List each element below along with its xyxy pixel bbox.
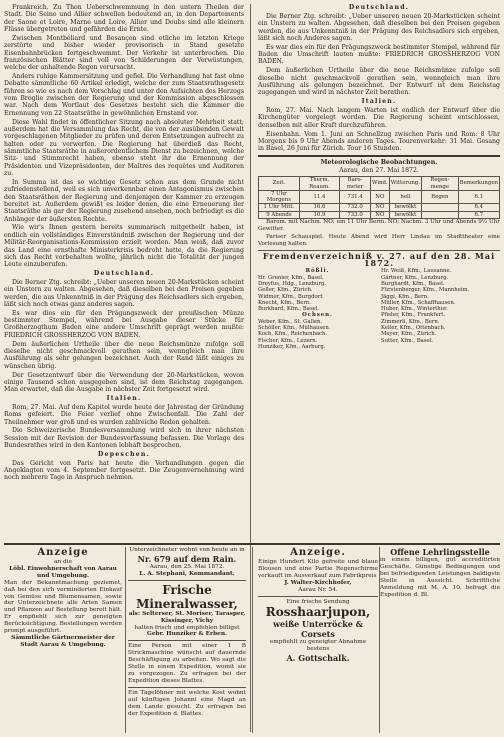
guest-list-subheading: Ochsen. [302, 312, 333, 319]
ad-gottschalk-sign: A. Gottschalk. [286, 653, 350, 664]
ad-gardeners-text: Man der Bekanntmachung geziemet, daß bei den sich verminderten Einkauf von Gemüse und Blumensamen, sowie der Unterzeichnete alle Arten Samen und Pflanzen auf Bestellung bereit hält. Er empfiehlt sich zur geneigten Berücksichtigung. Bestellungen werden prompt ausgeführt. [4, 579, 122, 635]
guest-entry: Pfister, Kfm., Frankfurt. [381, 312, 446, 319]
weather-note: Barom. mit Nachm. NO; um 11 Uhr Berm. NO; Nachm. 3 Uhr und Abends 9½ Uhr Gewitter. [258, 219, 500, 232]
weather-row [259, 190, 500, 204]
frankreich-paragraph-4: Diese Wahl findet in öffentlicher Sitzung nach absoluter Mehrheit statt; außerdem hat die Versammlung das Recht, die von der ausübenden Gewalt vorgeschlagenen Mitglieder zu prüfen und deren Entsetzungen aufrecht zu halten oder zu verwerfen. Die Regierung hat überdieß das Recht, sämmtliche Staatsräthe in außerordentlichem Dienst zu bezeichnen, welche Sitz- und Stimmrecht haben, ebenso steht ihr die Ernennung der Präsidenten und Vizepräsidenten, der Maîtres des requêtes und Auditoren zu. [4, 118, 244, 178]
weather-cell: NO [370, 190, 389, 204]
frankreich-paragraph-1: Frankreich. Zu Thon Ueberschwemmung in den untern Theilen der Stadt. Die Seine und Allier schwellen bedeutend an, in den Departements der Saone et Loire, Marne und Loire, Allier und Doubs sind alle kleinern Flüsse übergetreten und gefährden die Ernte. [4, 4, 244, 34]
weather-rule [258, 155, 500, 157]
weather-cell: 733.0 [340, 211, 371, 218]
weather-cell [422, 211, 459, 218]
ad-stephani-name: L. A. Stephani, Kommandant. [139, 570, 235, 577]
guest-entry: Burkhard, Kfm., Basel. [258, 306, 320, 313]
ad-apprentice-title: Offene Lehrlingsstelle [390, 547, 490, 557]
ad-rule-h [258, 596, 378, 597]
weather-header-cell: Therm. Reaum. [299, 177, 339, 191]
deutschland-paragraph-4: Der Gesetzentwurf über die Verwendung der 20-Markstücken, wovon einige Tausend schon ausgegeben sind, ist dem Reichstag zugegangen. Man erwartet, daß die Ausgabe in nächster Zeit fortgesetzt wird. [4, 371, 244, 394]
italien-paragraph: Rom, 27. Mai. Auf dem Kapitol wurde heute der Jahrestag der Gründung Roms gefeiert. Die Feier verlief ohne Zwischenfall. Die Zahl der Theilnehmer war groß und es wurden zahlreiche Reden gehalten. [4, 403, 244, 426]
guest-entry: Müller, Kfm., Schaffhausen. [381, 299, 456, 306]
guest-entry: Zimmerli, Kfm., Bern. [381, 318, 440, 325]
guest-entry: Hr. Grenier, Kfm., Basel. [258, 274, 324, 281]
guest-entry: Dreyfus, Hdg., Lenzburg. [258, 280, 327, 287]
ad-gardeners-title: Anzeige [37, 547, 89, 558]
weather-title: Meteorologische Beobachtungen. [320, 158, 438, 166]
ad-mineral-firm: Gebr. Hunziker & Erben. [146, 631, 228, 638]
weather-cell: 731.4 [340, 190, 371, 204]
dispatch-heading: Depeschen. [98, 450, 150, 458]
weather-cell: 6.1 [458, 190, 499, 204]
weather-cell: Regen [422, 190, 459, 204]
deutschland-text-3: Dem äußerlichen Urtheile über die neue Reichsmünze zufolge soll dieselbe nicht geschmackvoll gerathen sein, wenngleich man ihre Ausführung als gelungen bezeichnet. Der Entwurf ist dem Reichstag zugegangen und wird in nächster Zeit berathen. [258, 67, 500, 97]
guest-entry: Hr. Weiß, Kfm., Lausanne. [381, 268, 452, 275]
guest-entry: Meyer, Kfm., Zürich. [381, 331, 437, 338]
weather-cell: bewölkt [389, 211, 421, 218]
ad-rule-h [128, 640, 246, 641]
guest-list-subheading: Rößli. [305, 268, 330, 275]
weather-header-row [259, 177, 500, 191]
ad-gottschalk-sub-2: empfiehlt zu geneigter Abnahme bestens [269, 639, 367, 653]
ad-gardeners-sub: an die [53, 559, 73, 565]
ad-apprentice-text: in einem billigen, gut accreditirten Geschäfte. Günstige Bedingungen und bei befriedigenden Leistungen baldigste Stelle in Aussicht. Schriftliche Anmeldung mit M. A. 10. befragt die Expedition d. Bl. [380, 557, 500, 598]
ad-stephani-number: Nr. 679 auf dem Rain. [137, 553, 237, 564]
weather-table [258, 176, 500, 219]
weather-cell: 9 Abends [259, 211, 300, 218]
deutschland-paragraph-2: Es war dies ein für den Prägungszweck der preußischen Münze bestimmter Stempel, während bei Ausgabe dieser Stücke für Großherzogthum Baden eine andere Umschrift geprägt werden mußte: FRIEDRICH GROSSHERZOG VON BADEN. [4, 309, 244, 339]
guest-entry: Sutter, Kfm., Basel. [381, 337, 434, 344]
left-column [4, 4, 244, 483]
guest-entry: Gärtner, Kfm., Lenzburg. [381, 274, 449, 281]
ad-gardeners-sign-2: Stadt Aarau & Umgebung. [20, 641, 106, 648]
weather-row [259, 204, 500, 211]
frankreich-paragraph-5: In Summa ist das so wichtige Gesetz schon aus dem Grunde nicht zufriedenstellend, weil es sich unverkennbar einen Antagonismus zwischen den Staatsräthen der Regierung und denjenigen der Kammer zu erzeugen bereitet ist. Außerdem gewißt es leider denen, die eine Erneuerung der Staatsräthe als gar der Regierung zusehend ansehen, noch befriedigt es die Anhänger der äußersten Rechte. [4, 178, 244, 223]
dispatch-paragraph: Das Gericht von Paris hat heute die Verhandlungen gegen die Angeklagten vom 4. September fortgesetzt. Die Zeugenvernehmung wird noch mehrere Tage in Anspruch nehmen. [4, 459, 244, 482]
deutschland-text-2: Es war dies ein für den Prägungszweck bestimmter Stempel, während für Baden die Umschrift lauten mußte: FRIEDRICH GROSSHERZOG VON BADEN. [258, 43, 500, 66]
guest-entry: Schöller, Kfm., Mülhausen. [258, 325, 331, 332]
weather-cell: 6.7 [458, 211, 499, 218]
guest-entry: Weber, Kfm., St. Gallen. [258, 318, 323, 325]
ad-walter-title: Anzeige. [290, 547, 346, 558]
ad-divider [125, 547, 126, 733]
guest-entry: Keller, Kfm., Ottenbach. [381, 325, 446, 332]
guest-list-column-1 [258, 268, 377, 350]
weather-row [259, 211, 500, 218]
ad-knitting-text: Eine Person mit einer 1 B Strickmaschine wünscht auf dauernde Beschäftigung zu arbeiten. Wo sagt die Stelle in einem Expedition, womit sie zu vorgezogen. Zu erfragen bei der Expedition dieses Blattes. [128, 643, 246, 684]
guest-entry: Widmer, Kfm., Burgdorf. [258, 293, 324, 300]
ad-gottschalk-big-2: weiße Unterröcke & Corsets [273, 619, 363, 640]
deutschland-paragraph-3: Dem äußerlichen Urtheile über die neue Reichsmünze zufolge soll dieselbe nicht geschmackvoll gerathen sein, wenngleich man ihre Ausführung als sehr gelungen bezeichnet. Auch der Rand läßt einiges zu wünschen übrig. [4, 340, 244, 370]
ad-rule-h [128, 580, 246, 581]
ad-gottschalk-big: Rosshaarjupon, [265, 605, 371, 620]
schweiz-paragraph: Die Schweizerische Bundesversammlung wird sich in ihrer nächsten Session mit der Revision der Bundesverfassung befassen. Die Vorlage des Bundesrathes wird in den Kantonen lebhaft besprochen. [4, 427, 244, 450]
frankreich-paragraph-6: Wie wir's Ihnen gestern bereits summarisch mitgetheilt haben, ist endlich ein vollständiges Einverständniß zwischen der Regierung und der Militär-Reorganisations-Kommission erzielt worden. Man weiß, daß zuvor das Land eine ernsthafte Ministerkrisis bedroht hatte, da die Regierung sich das Recht vorbehalten wollte, jährlich nicht die Totalität der jungen Leute einzuberufen. [4, 224, 244, 269]
ad-apprentice [380, 547, 500, 598]
weather-cell: NO [370, 211, 389, 218]
guest-entry: Burghardt, Kfm., Basel. [381, 280, 445, 287]
guest-entry: Koch, Kfm., Reichenbach. [258, 331, 328, 338]
ad-stephani-top: Unterzeichneter wohnt von heute an in [129, 547, 245, 553]
weather-cell [422, 204, 459, 211]
ad-walter-firm: J. Walter-Kirchhofer, [284, 579, 352, 586]
ad-walter [258, 547, 378, 663]
ad-gardeners-line-1: Löbl. Einwohnerschaft von Aarau [9, 565, 117, 572]
ad-gottschalk-sub: Eine frische Sendung [286, 598, 350, 605]
weather-cell: 7 Uhr Morgens [259, 190, 300, 204]
theatre-note: Pariser Schauspiel. Heute Abend wird Herr Lindau im Stadttheater eine Vorlesung halten. [258, 234, 500, 247]
weather-cell: 1 Uhr Mitt. [259, 204, 300, 211]
weather-cell: hell [389, 190, 421, 204]
weather-header-cell: Bemerkungen [458, 177, 499, 191]
weather-header-cell: Regen-menge [422, 177, 459, 191]
ad-walter-text: Einige Hundert Kilo gefreite und blaue Blousen und eine Partie Regenschirme verkauft im Ausverkauf zum Fabrikpreis [258, 559, 378, 579]
weather-cell: 6.4 [458, 204, 499, 211]
right-column [258, 4, 500, 350]
deutschland-text-1: Die Berner Ztg. schreibt: „Ueber unseren neuen 20-Markstücken scheint ein Unstern zu walten. Abgesehen, daß dieselben bei den Preisen gegeben werden, die aus Unkenntniß in der Prägung des Reichsadlers sich ergeben, läßt sich noch Anderes sagen. [258, 12, 500, 42]
ad-stephani-date: Aarau, den 25. Mai 1872. [149, 563, 225, 570]
guest-list-heading: Fremdenverzeichniß v. 27. auf den 28. Mai 1872. [262, 250, 496, 269]
ad-mineral-sub: halten frisch und empfehlen billigst [134, 624, 240, 631]
weather-place: Aarau, den 27. Mai 1872. [339, 167, 419, 175]
italien-heading: Italien. [361, 98, 397, 106]
weather-cell: 10.9 [299, 211, 339, 218]
italien-heading-left: Italien. [106, 395, 142, 403]
ad-rule-h [128, 687, 246, 688]
advertisement-section [4, 543, 500, 735]
ad-mineral-list: als: Selterser, St. Moriser, Tarasper, Kissinger, Vichy [128, 610, 246, 624]
frankreich-paragraph-2: Zwischen Montbéliard und Besançon sind etliche im letzten Kriege zerstörte und bisher wieder provisorisch in Stand gesetzte Eisenbahnbrücken fortgeschwemmt. Der Verkehr ist unterbrochen. Die französischen Blätter sind voll von Schilderungen der Verwüstungen, welche der anhaltende Regen verursacht. [4, 34, 244, 72]
guest-entry: Fürstenberger, Kfm., Mannheim. [381, 287, 470, 294]
ad-gardeners-sign-1: Sämmtliche Gärtnermeister der [11, 634, 115, 641]
ad-maid-text: Ein Tagelöhner mit welche Kost wohnt auf künftigen Johanni eine Magd an dem Lande gesucht. Zu erfragen bei der Expedition d. Blattes. [128, 689, 246, 717]
weather-header-cell: Zeit. [259, 177, 300, 191]
weather-cell: 11.4 [299, 190, 339, 204]
weather-cell: bewölkt [389, 204, 421, 211]
guest-entry: Fischer, Kfm., Luzern. [258, 337, 318, 344]
ad-stephani [128, 547, 246, 717]
guest-entry: Hunziker, Kfm., Aarburg. [258, 343, 326, 350]
weather-cell: 732.0 [340, 204, 371, 211]
ad-divider [252, 547, 253, 733]
weather-header-cell: Baro-meter [340, 177, 371, 191]
guest-entry: Knecht, Kfm., Bern. [258, 299, 312, 306]
frankreich-paragraph-3: Anders ruhige Kammersitzung und gefiel. Die Verhandlung hat fast ohne Debatte sämmtliche 60 Artikel erledigt, welche der zum Staatsrathsgesetz führen so wie es nach dem Vorschlag und unter den Aufsichten des Herzogs vom Broglie zwischen der Regierung und der Kommission abgeschlossen war. Nach dem Wortlaut des Gesetzes besteht sich die Kammer die Ernennung von 22 Staatsräthe in gewöhnlichen Ernstand vor. [4, 73, 244, 117]
deutschland-paragraph-1: Die Berner Ztg. schreibt: „Ueber unseren neuen 20-Markstücken scheint ein Unstern zu walten. Abgesehen, daß dieselben bei den Preisen gegeben werden, die aus Unkenntniß in der Prägung des Reichsadlers sich ergeben, läßt sich noch etwas ganz anderes sagen. [4, 278, 244, 308]
guest-entry: Huber, Kfm., Winterthur. [381, 306, 448, 313]
guest-list [258, 268, 500, 350]
italien-text: Rom, 27. Mai. Nach langem Warten ist endlich der Entwurf über die Kirchengüter vorgelegt worden. Die Regierung scheint entschlossen, denselben mit aller Kraft durchzuführen. [258, 106, 500, 129]
weather-header-cell: Witterung. [389, 177, 421, 191]
guest-entry: Geller, Kfm., Zürich. [258, 287, 313, 294]
weather-header-cell: Wind. [370, 177, 389, 191]
ad-gardeners [4, 547, 122, 649]
deutschland-heading-left: Deutschland. [93, 270, 155, 278]
deutschland-heading: Deutschland. [348, 4, 410, 11]
weather-cell: 16.6 [299, 204, 339, 211]
ad-gardeners-line-2: und Umgebung. [37, 572, 89, 579]
ad-walter-address: Aarau Nr. 54. [298, 586, 338, 593]
weather-cell: NO [370, 204, 389, 211]
guest-list-column-2 [381, 268, 500, 350]
guest-entry: Jäggi, Kfm., Bern. [381, 293, 429, 300]
rail-notice: Eisenbahn. Vom 1. Juni an Schnellzug zwischen Paris und Rom: 8 Uhr Morgens bis 9 Uhr Abends anderen Tages. Tourenverkehr: 31 Mai. Gesang in Basel, 26 Juni für Zürich. Tour 16 Stunden. [258, 130, 500, 153]
ad-mineral-title: Frische Mineralwasser, [136, 582, 238, 611]
